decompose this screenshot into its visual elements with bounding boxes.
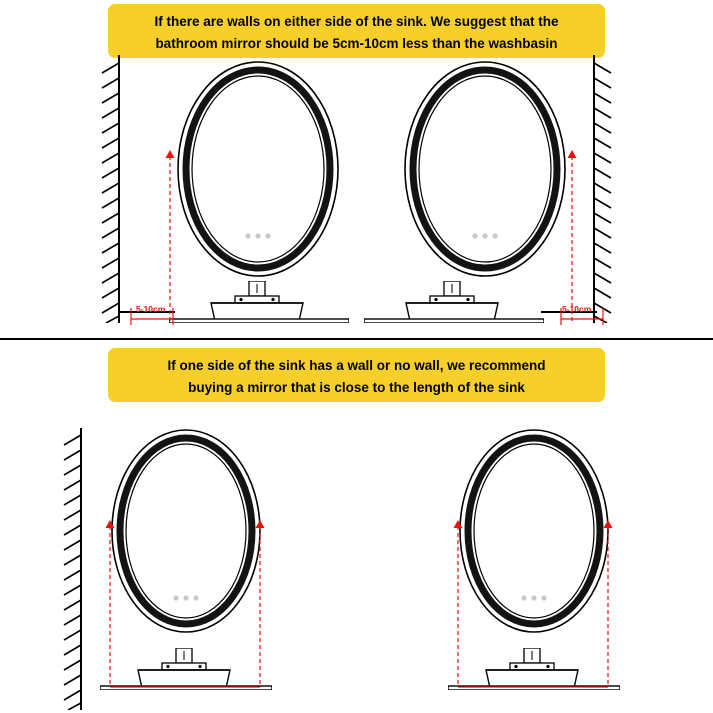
gap-label-right: 5-10cm (562, 304, 592, 314)
mirror-top-left (176, 60, 340, 278)
gap-label-left: 5-10cm (136, 304, 166, 314)
dimension-bottom-right-a (452, 520, 464, 686)
basin-top-right (364, 281, 544, 323)
banner-bottom (108, 348, 605, 402)
mirror-bottom-right (458, 428, 610, 634)
mirror-bottom-left (110, 428, 262, 634)
banner-top-line-1: If there are walls on either side of the sink. We suggest that the (154, 14, 559, 29)
dimension-top-left (164, 150, 176, 322)
wall-right-top (591, 55, 615, 323)
wall-left-top (98, 55, 122, 323)
banner-bottom-line-2: buying a mirror that is close to the length of the sink (188, 380, 525, 395)
dimension-bottom-left-span (104, 682, 266, 692)
dimension-bottom-left-a (104, 520, 116, 686)
basin-top-left (169, 281, 349, 323)
banner-top (108, 4, 605, 58)
section-divider (0, 338, 713, 340)
banner-bottom-line-1: If one side of the sink has a wall or no wall, we recommend (167, 358, 546, 373)
dimension-bottom-right-span (452, 682, 614, 692)
dimension-bottom-right-b (602, 520, 614, 686)
dimension-top-right (566, 150, 578, 322)
banner-top-line-2: bathroom mirror should be 5cm-10cm less than the washbasin (155, 36, 558, 51)
dimension-bottom-left-b (254, 520, 266, 686)
mirror-top-right (403, 60, 567, 278)
wall-left-bottom (60, 428, 84, 710)
